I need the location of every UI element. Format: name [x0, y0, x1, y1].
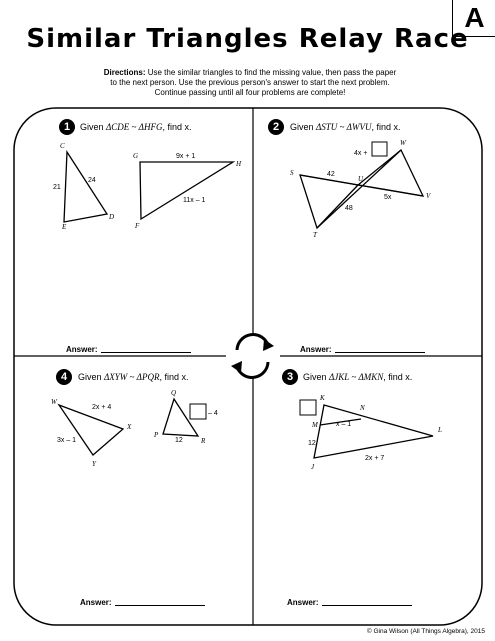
side-48: 48	[345, 205, 353, 212]
side-9x-plus-1: 9x + 1	[176, 153, 196, 160]
vertex-e: E	[62, 223, 67, 231]
problem-1-answer[interactable]: Answer:	[66, 345, 191, 354]
side-12: 12	[175, 437, 183, 444]
vertex-n: N	[360, 404, 365, 412]
vertex-j: J	[311, 463, 315, 471]
problem-3-similarity: ΔJKL ~ ΔMKN	[329, 372, 384, 382]
triangle-xyw	[59, 405, 123, 455]
page-title: Similar Triangles Relay Race	[26, 24, 469, 54]
vertex-l: L	[438, 426, 442, 434]
side-3x-minus-1: 3x – 1	[57, 437, 77, 444]
answer-line[interactable]	[115, 605, 205, 606]
side-5x: 5x	[384, 194, 392, 201]
vertex-d: D	[109, 213, 115, 221]
problem-2-badge: 2	[268, 119, 284, 135]
vertex-k: K	[320, 394, 325, 402]
vertex-w: W	[400, 139, 406, 147]
problem-3-badge: 3	[282, 369, 298, 385]
problem-1-similarity: ΔCDE ~ ΔHFG	[106, 122, 163, 132]
directions-line2: to the next person. Use the previous person's answer to start the next problem.	[110, 78, 390, 87]
side-x-minus-1: x – 1	[336, 421, 352, 428]
problem-1-given: Given ΔCDE ~ ΔHFG, find x.	[80, 122, 192, 132]
vertex-h: H	[236, 160, 242, 168]
vertex-t: T	[313, 231, 317, 239]
directions-line3: Continue passing until all four problems are complete!	[154, 88, 346, 97]
answer-line[interactable]	[335, 352, 425, 353]
triangle-hfg	[140, 162, 233, 219]
problem-1-badge: 1	[59, 119, 75, 135]
unknown-box-p4	[190, 404, 206, 419]
vertex-x: X	[127, 423, 132, 431]
unknown-box-p2	[372, 142, 387, 156]
vertex-u: U	[358, 175, 364, 183]
unknown-box-p3	[300, 400, 316, 415]
vertex-c: C	[60, 142, 65, 150]
triangle-jkl	[314, 405, 433, 458]
problem-4-answer[interactable]: Answer:	[80, 598, 205, 607]
problem-4-similarity: ΔXYW ~ ΔPQR	[104, 372, 160, 382]
problem-4-badge: 4	[56, 369, 72, 385]
directions-line1: Use the similar triangles to find the missing value, then pass the paper	[145, 68, 397, 77]
side-11x-minus-1: 11x – 1	[183, 197, 206, 204]
side-21: 21	[53, 184, 61, 191]
triangle-wvu	[358, 150, 423, 196]
side-42: 42	[327, 171, 335, 178]
side-12: 12	[308, 440, 316, 447]
answer-line[interactable]	[322, 605, 412, 606]
directions-label: Directions:	[103, 68, 146, 77]
vertex-v: V	[426, 192, 431, 200]
vertex-p: P	[154, 431, 159, 439]
vertex-m: M	[312, 421, 318, 429]
vertex-g: G	[133, 152, 139, 160]
vertex-y: Y	[92, 460, 96, 468]
triangle-cde	[64, 152, 107, 222]
side-24: 24	[88, 177, 96, 184]
vertex-r: R	[201, 437, 206, 445]
vertex-f: F	[135, 222, 140, 230]
problem-2-similarity: ΔSTU ~ ΔWVU	[316, 122, 372, 132]
side-minus-4: – 4	[208, 410, 218, 417]
problem-3-given: Given ΔJKL ~ ΔMKN, find x.	[303, 372, 413, 382]
copyright: © Gina Wilson (All Things Algebra), 2015	[366, 628, 485, 635]
vertex-q: Q	[171, 389, 177, 397]
side-2x-plus-7: 2x + 7	[365, 455, 385, 462]
version-letter: A	[452, 0, 495, 37]
problem-2-answer[interactable]: Answer:	[300, 345, 425, 354]
vertex-s: S	[290, 169, 294, 177]
side-2x-plus-4: 2x + 4	[92, 404, 112, 411]
worksheet-frame	[14, 108, 482, 625]
answer-line[interactable]	[101, 352, 191, 353]
vertex-w: W	[51, 398, 57, 406]
problem-4-given: Given ΔXYW ~ ΔPQR, find x.	[78, 372, 189, 382]
side-4x-plus: 4x +	[354, 150, 368, 157]
problem-3-answer[interactable]: Answer:	[287, 598, 412, 607]
problem-2-given: Given ΔSTU ~ ΔWVU, find x.	[290, 122, 401, 132]
pass-arrows-icon	[231, 335, 274, 378]
